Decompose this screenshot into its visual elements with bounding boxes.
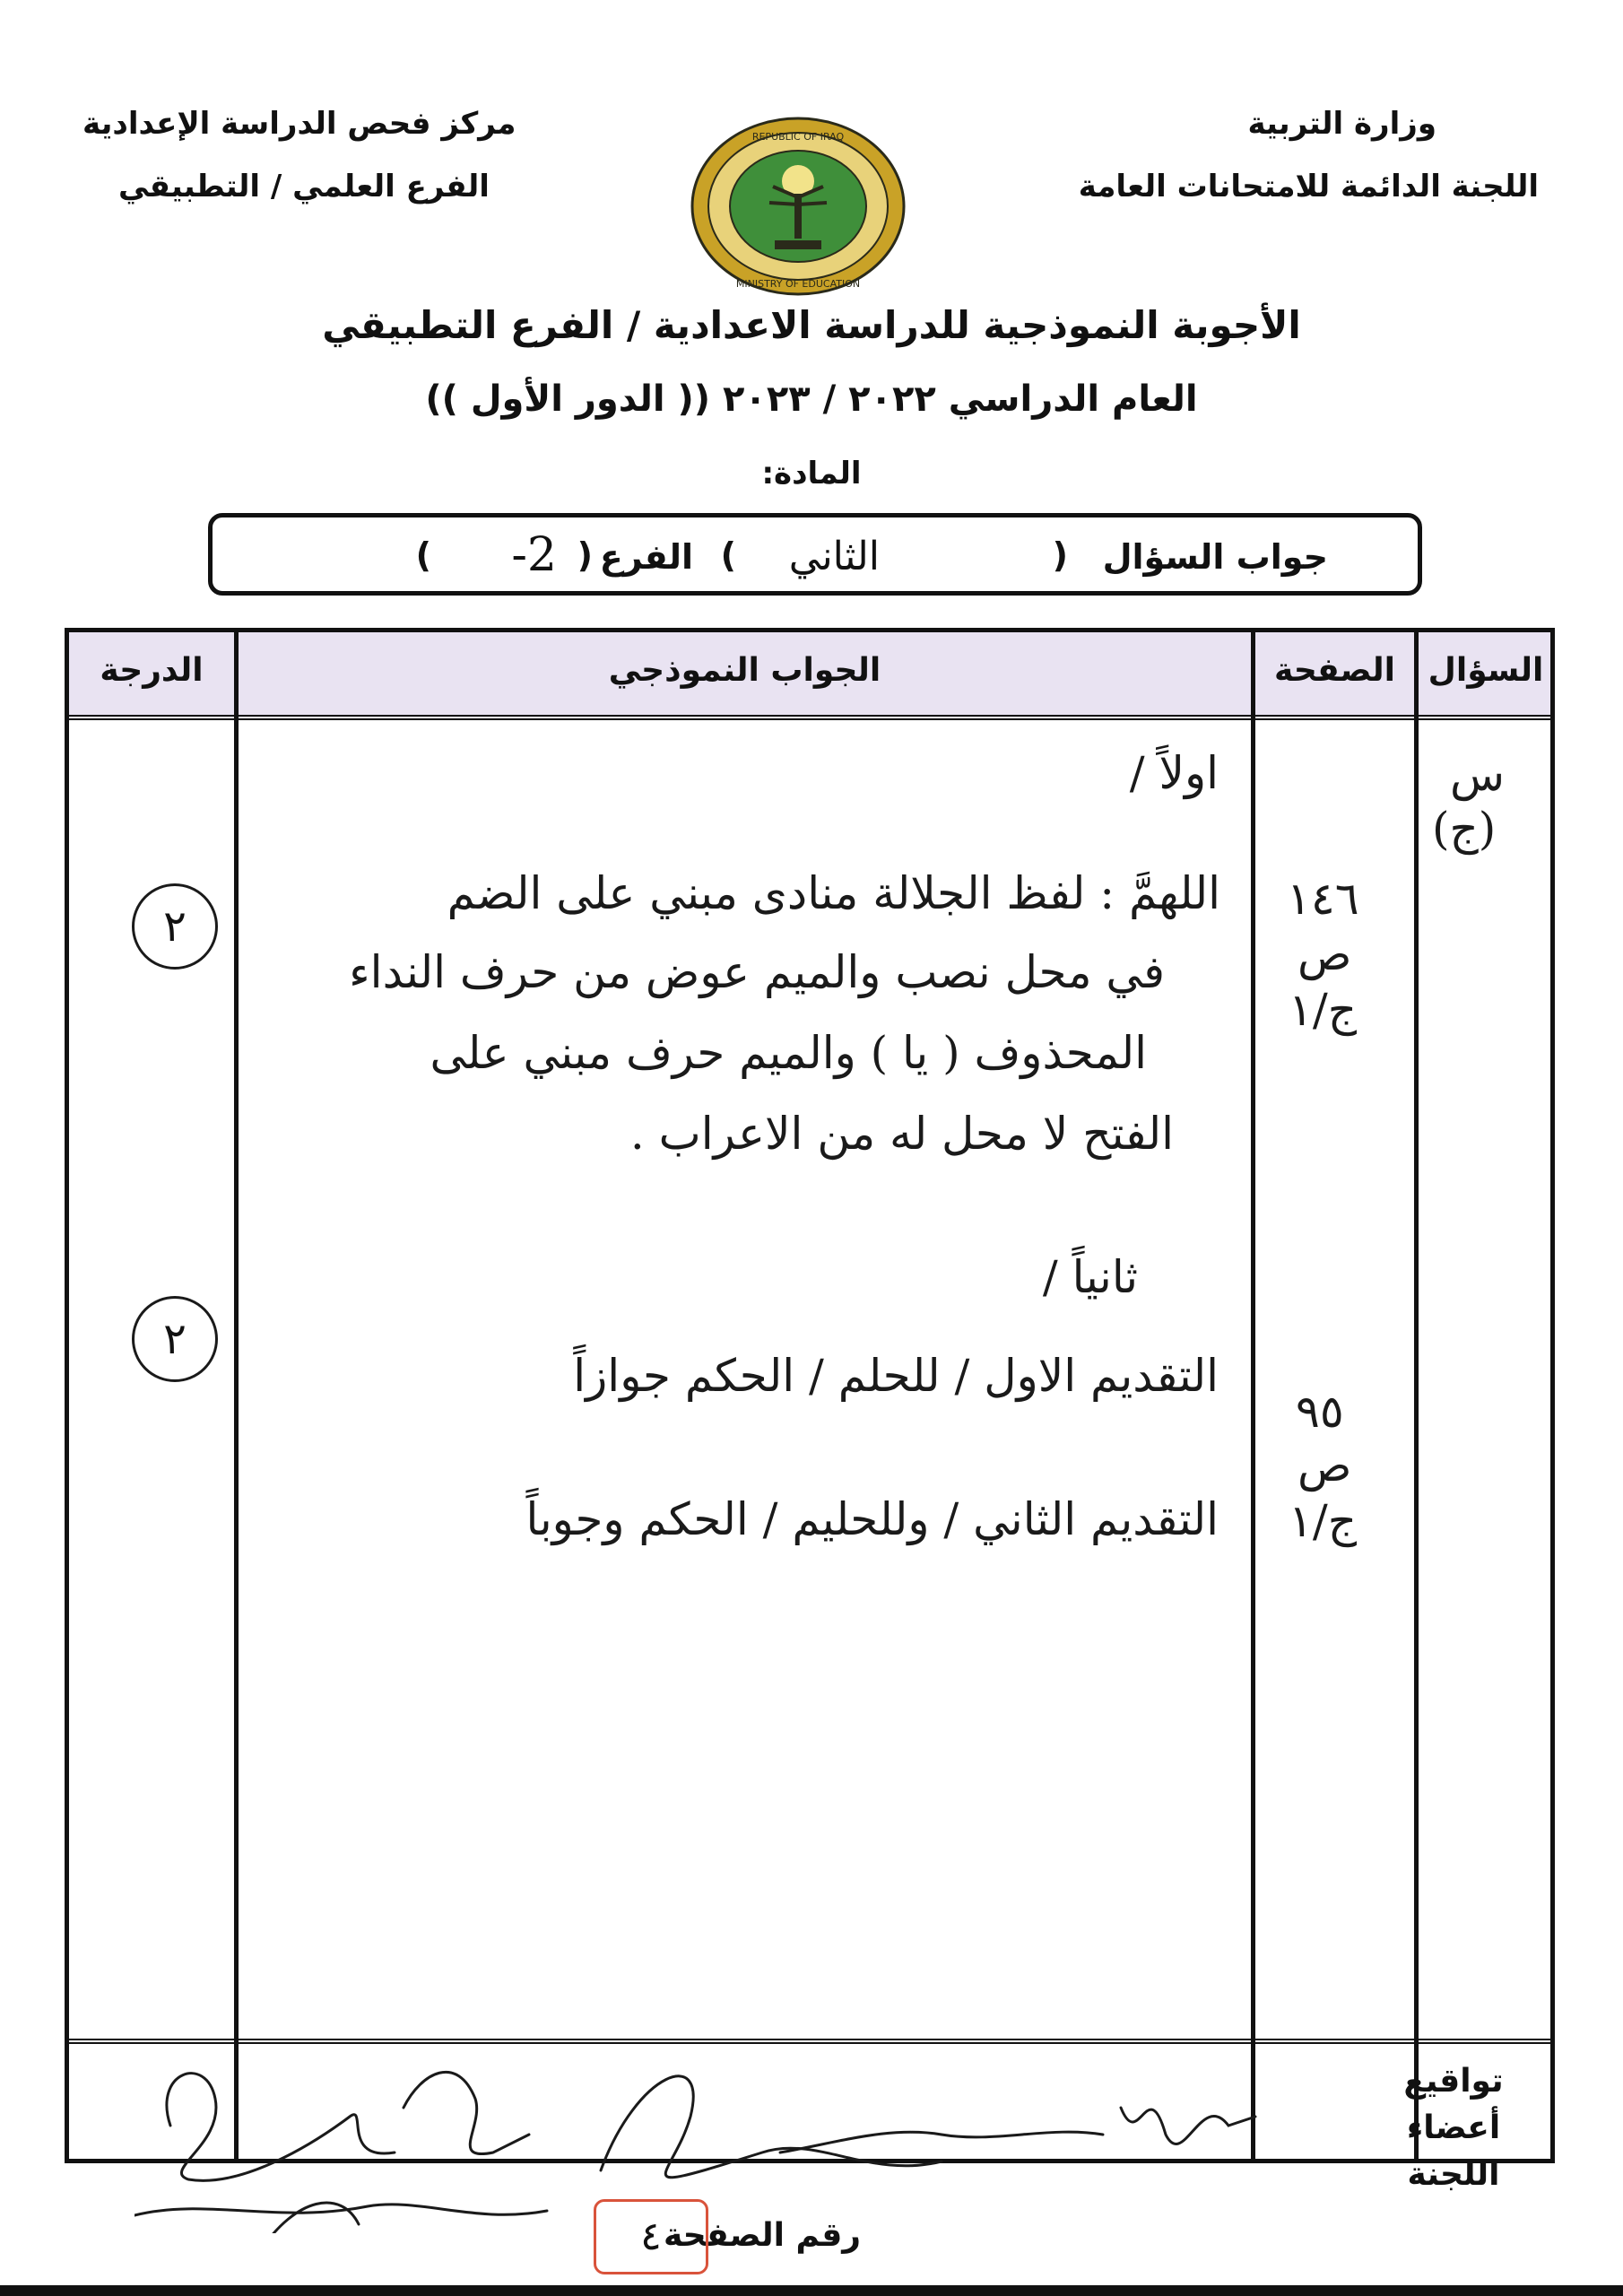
column-divider: [1251, 632, 1255, 2159]
seal-text-top: REPUBLIC OF IRAQ: [751, 131, 845, 143]
answer-line: في محل نصب والميم عوض من حرف النداء: [349, 946, 1165, 998]
question-answer-label: جواب السؤال: [1102, 537, 1328, 577]
page-number-box: ٤: [594, 2199, 708, 2274]
document-title: الأجوبة النموذجية للدراسة الاعدادية / الفرع التطبيقي: [322, 303, 1301, 347]
answer-line: ثانياً /: [1042, 1251, 1138, 1303]
branch-name: الفرع العلمي / التطبيقي: [118, 169, 490, 204]
page-number-label: رقم الصفحة: [663, 2217, 862, 2254]
paren-close: ): [415, 535, 431, 575]
page-ref-part: ج/١: [1289, 1495, 1357, 1547]
answer-table: [65, 628, 1555, 2193]
grade-circle: ٢: [132, 883, 218, 970]
ministry-name: وزارة التربية: [1247, 106, 1436, 142]
question-cell-line: س: [1450, 749, 1506, 801]
answer-line: الفتح لا محل له من الاعراب .: [629, 1108, 1174, 1160]
answer-line: التقديم الاول / للحلم / الحكم جوازاً: [573, 1350, 1219, 1402]
column-header-grade: الدرجة: [100, 652, 204, 689]
scan-edge: [0, 2285, 1623, 2296]
page-ref-number: ٩٥: [1296, 1386, 1344, 1438]
page-ref-abbrev: ص: [1298, 1439, 1352, 1492]
committee-name: اللجنة الدائمة للامتحانات العامة: [1078, 169, 1539, 204]
exam-center-name: مركز فحص الدراسة الإعدادية: [82, 106, 516, 142]
ministry-seal: [690, 117, 906, 296]
subject-label: المادة:: [761, 456, 862, 491]
page-ref-number: ١٤٦: [1287, 873, 1359, 925]
branch-value: 2-: [511, 528, 557, 582]
answer-line: اللهمَّ : لفظ الجلالة منادى مبني على الضم: [447, 867, 1220, 919]
column-header-page: الصفحة: [1273, 652, 1396, 689]
answer-line: التقديم الثاني / وللحليم / الحكم وجوباً: [525, 1493, 1219, 1545]
page-ref-part: ج/١: [1289, 984, 1357, 1036]
question-box: [208, 513, 1422, 596]
question-number-value: الثاني: [788, 534, 880, 579]
page-ref-abbrev: ص: [1298, 928, 1352, 980]
branch-label: الفرع: [599, 537, 693, 577]
paren-open: (: [1052, 535, 1068, 575]
paren-close: ): [720, 535, 736, 575]
column-divider: [1414, 632, 1419, 2159]
grade-circle: ٢: [132, 1296, 218, 1382]
paren-open: (: [577, 535, 593, 575]
column-divider: [234, 632, 239, 2159]
seal-text-bottom: MINISTRY OF EDUCATION: [735, 278, 861, 290]
signatures-label: تواقيع أعضاء اللجنة: [1403, 2063, 1504, 2193]
column-header-answer: الجواب النموذجي: [608, 652, 881, 689]
question-cell-line: (ج): [1432, 803, 1497, 855]
academic-year: العام الدراسي ٢٠٢٢ / ٢٠٢٣ (( الدور الأول )): [425, 378, 1198, 420]
answer-line: اولاً /: [1129, 747, 1219, 799]
answer-line: المحذوف ( يا ) والميم حرف مبني على: [430, 1027, 1147, 1079]
column-header-question: السؤال: [1428, 652, 1544, 689]
